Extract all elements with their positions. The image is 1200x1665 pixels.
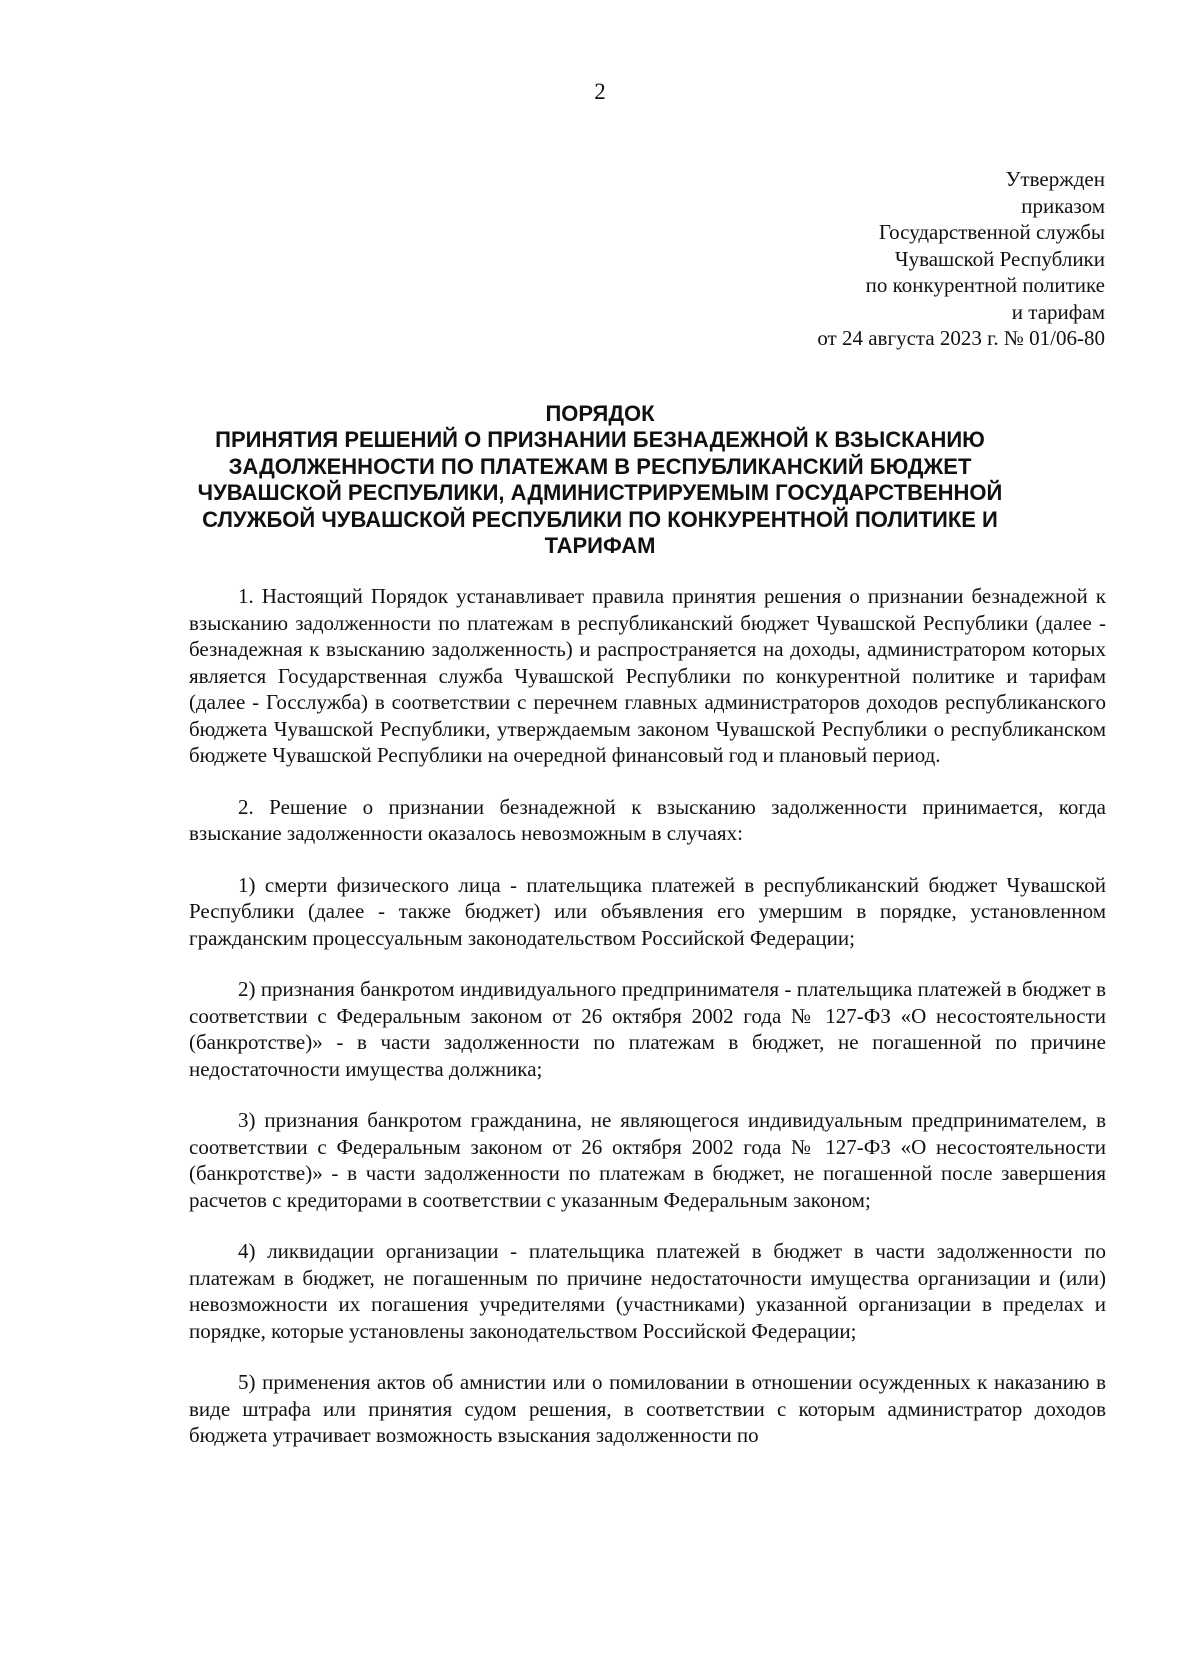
title-line: ЗАДОЛЖЕННОСТИ ПО ПЛАТЕЖАМ В РЕСПУБЛИКАНСКИЙ БЮДЖЕТ [228, 453, 972, 479]
title-line: ПОРЯДОК [545, 401, 655, 426]
document-title [150, 401, 1050, 559]
subparagraph-5: 5) применения актов об амнистии или о помиловании в отношении осужденных к наказанию в виде штрафа или принятия судом решения, в соответствии с которым администратор доходов бюджета утрачивает возможность взыскания задолженности по [189, 1370, 1106, 1447]
document-body [189, 583, 1106, 1474]
title-line: СЛУЖБОЙ ЧУВАШСКОЙ РЕСПУБЛИКИ ПО КОНКУРЕНТНОЙ ПОЛИТИКЕ И [202, 506, 998, 532]
title-line: ЧУВАШСКОЙ РЕСПУБЛИКИ, АДМИНИСТРИРУЕМЫМ ГОСУДАРСТВЕННОЙ [197, 480, 1003, 506]
approval-line: приказом [1021, 193, 1105, 218]
page-number: 2 [594, 79, 606, 104]
approval-line: Государственной службы [878, 220, 1105, 244]
approval-line: по конкурентной политике [865, 273, 1105, 297]
approval-line: Чувашской Республики [894, 246, 1105, 271]
subparagraph-3: 3) признания банкротом гражданина, не являющегося индивидуальным предпринимателем, в соответствии с Федеральным законом от 26 октября 2002 года № 127-ФЗ «О несостоятельности (банкротстве)» - в части задолженности по платежам в бюджет, не погашенной после завершения расчетов с кредиторами в соответствии с указанным Федеральным законом; [189, 1108, 1106, 1212]
title-line: ПРИНЯТИЯ РЕШЕНИЙ О ПРИЗНАНИИ БЕЗНАДЕЖНОЙ К ВЗЫСКАНИЮ [215, 427, 985, 453]
title-line: ТАРИФАМ [544, 533, 656, 559]
approval-line: от 24 августа 2023 г. № 01/06-80 [817, 326, 1105, 350]
approval-stamp [705, 166, 1105, 352]
subparagraph-4: 4) ликвидации организации - плательщика платежей в бюджет в части задолженности по платежам в бюджет, не погашенным по причине недостаточности имущества организации и (или) невозможности их погашения учредителями (участниками) указанной организации в пределах и порядке, которые установлены законодательством Российской Федерации; [189, 1239, 1106, 1343]
paragraph-1: 1. Настоящий Порядок устанавливает правила принятия решения о признании безнадежной к взысканию задолженности по платежам в республиканский бюджет Чувашской Республики (далее - безнадежная к взысканию задолженность) и распространяется на доходы, администратором которых является Государственная служба Чувашской Республики по конкурентной политике и тарифам (далее - Госслужба) в соответствии с перечнем главных администраторов доходов республиканского бюджета Чувашской Республики, утверждаемым законом Чувашской Республики о республиканском бюджете Чувашской Республики на очередной финансовый год и плановый период. [189, 584, 1106, 767]
subparagraph-2: 2) признания банкротом индивидуального предпринимателя - плательщика платежей в бюджет в соответствии с Федеральным законом от 26 октября 2002 года № 127-ФЗ «О несостоятельности (банкротстве)» - в части задолженности по платежам в бюджет, не погашенной по причине недостаточности имущества должника; [189, 977, 1106, 1081]
subparagraph-1: 1) смерти физического лица - плательщика платежей в республиканский бюджет Чувашской Республики (далее - также бюджет) или объявления его умершим в порядке, установленном гражданским процессуальным законодательством Российской Федерации; [189, 872, 1106, 950]
approval-line: и тарифам [1011, 299, 1105, 324]
paragraph-2: 2. Решение о признании безнадежной к взысканию задолженности принимается, когда взыскание задолженности оказалось невозможным в случаях: [189, 794, 1106, 845]
approval-line: Утвержден [1005, 167, 1105, 191]
